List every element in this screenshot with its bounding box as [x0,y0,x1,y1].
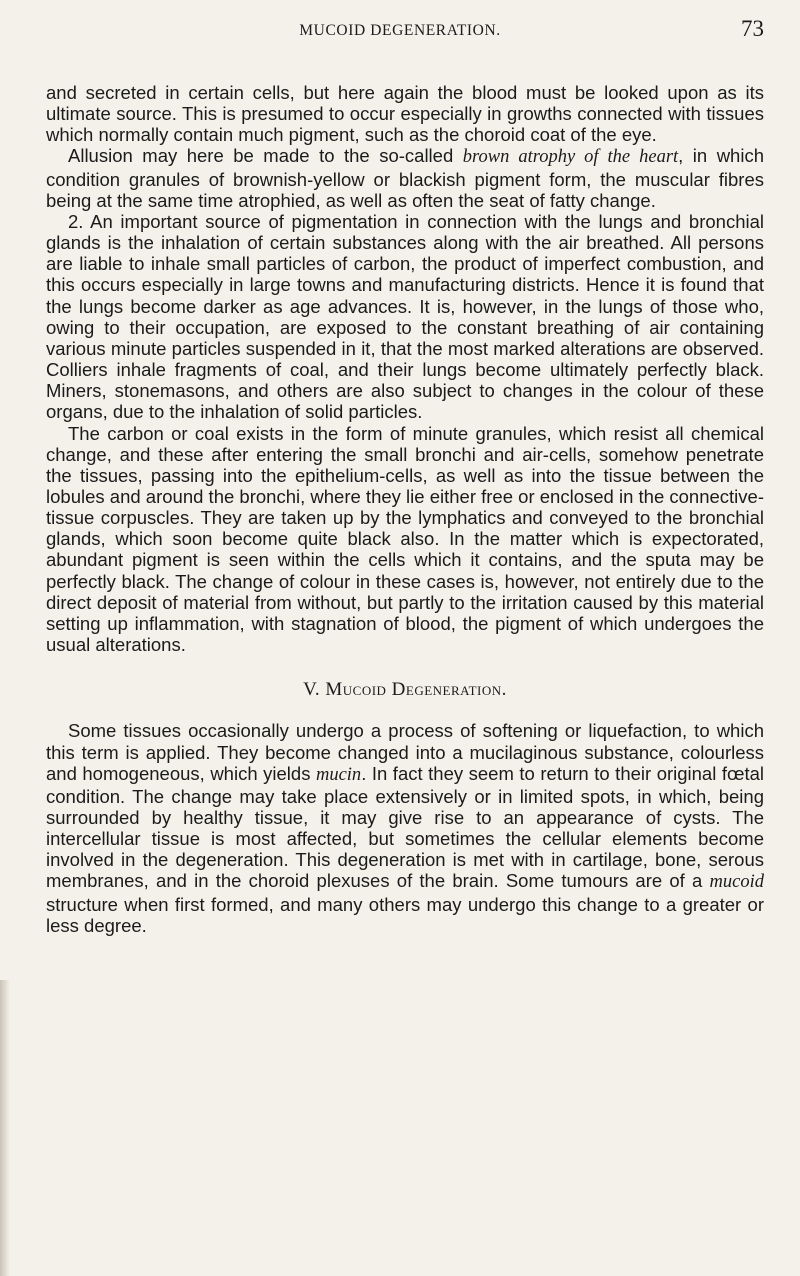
section-numeral: V. [303,679,321,701]
italic-term-mucoid: mucoid [709,872,764,893]
paragraph-inhalation: 2. An important source of pigmentation in connection with the lungs and bronchial glands is the inhalation of certain substances along with the air breathed. All persons are liable to inhale small particles of carbon, the product of imperfect combustion, and this occurs especially in large towns and manufacturing districts. Hence it is found that the lungs become darker as age advances. It is, however, in the lungs of those who, owing to their occupation, are exposed to the constant breathing of air containing various minute particles suspended in it, that the most marked alterations are observed. Colliers inhale fragments of coal, and their lungs become ultimately perfectly black. Miners, stonemasons, and others are also subject to changes in the colour of these organs, due to the inhalation of solid particles. [46,210,764,423]
page-number: 73 [741,16,764,41]
paragraph-brown-atrophy [46,145,764,210]
body-text [46,82,764,936]
paragraph-text: , in which condition granules of brownish-yellow or blackish pigment form, the muscular fibres being at the same time atrophied, as well as often the seat of fatty change. [46,145,764,211]
paragraph-carbon-granules: The carbon or coal exists in the form of minute granules, which resist all chemical change, and these after entering the small bronchi and air-cells, somehow penetrate the tissues, passing into the epithelium-cells, as well as into the tissue between the lobules and around the bronchi, where they lie either free or enclosed in the connective-tissue corpuscles. They are taken up by the lymphatics and conveyed to the bronchial glands, which soon become quite black also. In the matter which is expectorated, abundant pigment is seen within the cells which it contains, and the sputa may be perfectly black. The change of colour in these cases is, however, not entirely due to the direct deposit of material from without, but partly to the irritation caused by this material setting up inflammation, with stagnation of blood, the pigment of which undergoes the usual alterations. [46,422,764,656]
paragraph-continuation: and secreted in certain cells, but here again the blood must be looked upon as its ultimate source. This is presumed to occur especially in growths connected with tissues which normally contain much pigment, such as the choroid coat of the eye. [46,82,764,146]
paragraph-text: Allusion may here be made to the so-called [68,145,463,167]
running-head [0,16,800,46]
page-edge-shadow [0,980,10,1276]
paragraph-text: Some tissues occasionally undergo a process of softening or liquefaction, to which this term is applied. They become changed into a mucilaginous substance, colourless and homogeneous, which yields [46,720,764,784]
paragraph-text: . In fact they seem to return to their original fœtal condition. The change may take place extensively or in limited spots, in which, being surrounded by healthy tissue, it may give rise to an appearance of cysts. The intercellular tissue is most affected, but sometimes the cellular elements become involved in the degeneration. This degeneration is met with in cartilage, bone, serous membranes, and in the choroid plexuses of the brain. Some tumours are of a [46,762,765,892]
paragraph-mucoid [46,720,764,936]
italic-term: brown atrophy of the heart [462,147,679,168]
section-heading [46,679,764,700]
section-title: Mucoid Degeneration. [325,679,507,701]
running-title: MUCOID DEGENERATION. [299,22,501,39]
italic-term-mucin: mucin [315,764,362,785]
paragraph-text: structure when first formed, and many others may undergo this change to a greater or less degree. [46,893,764,936]
